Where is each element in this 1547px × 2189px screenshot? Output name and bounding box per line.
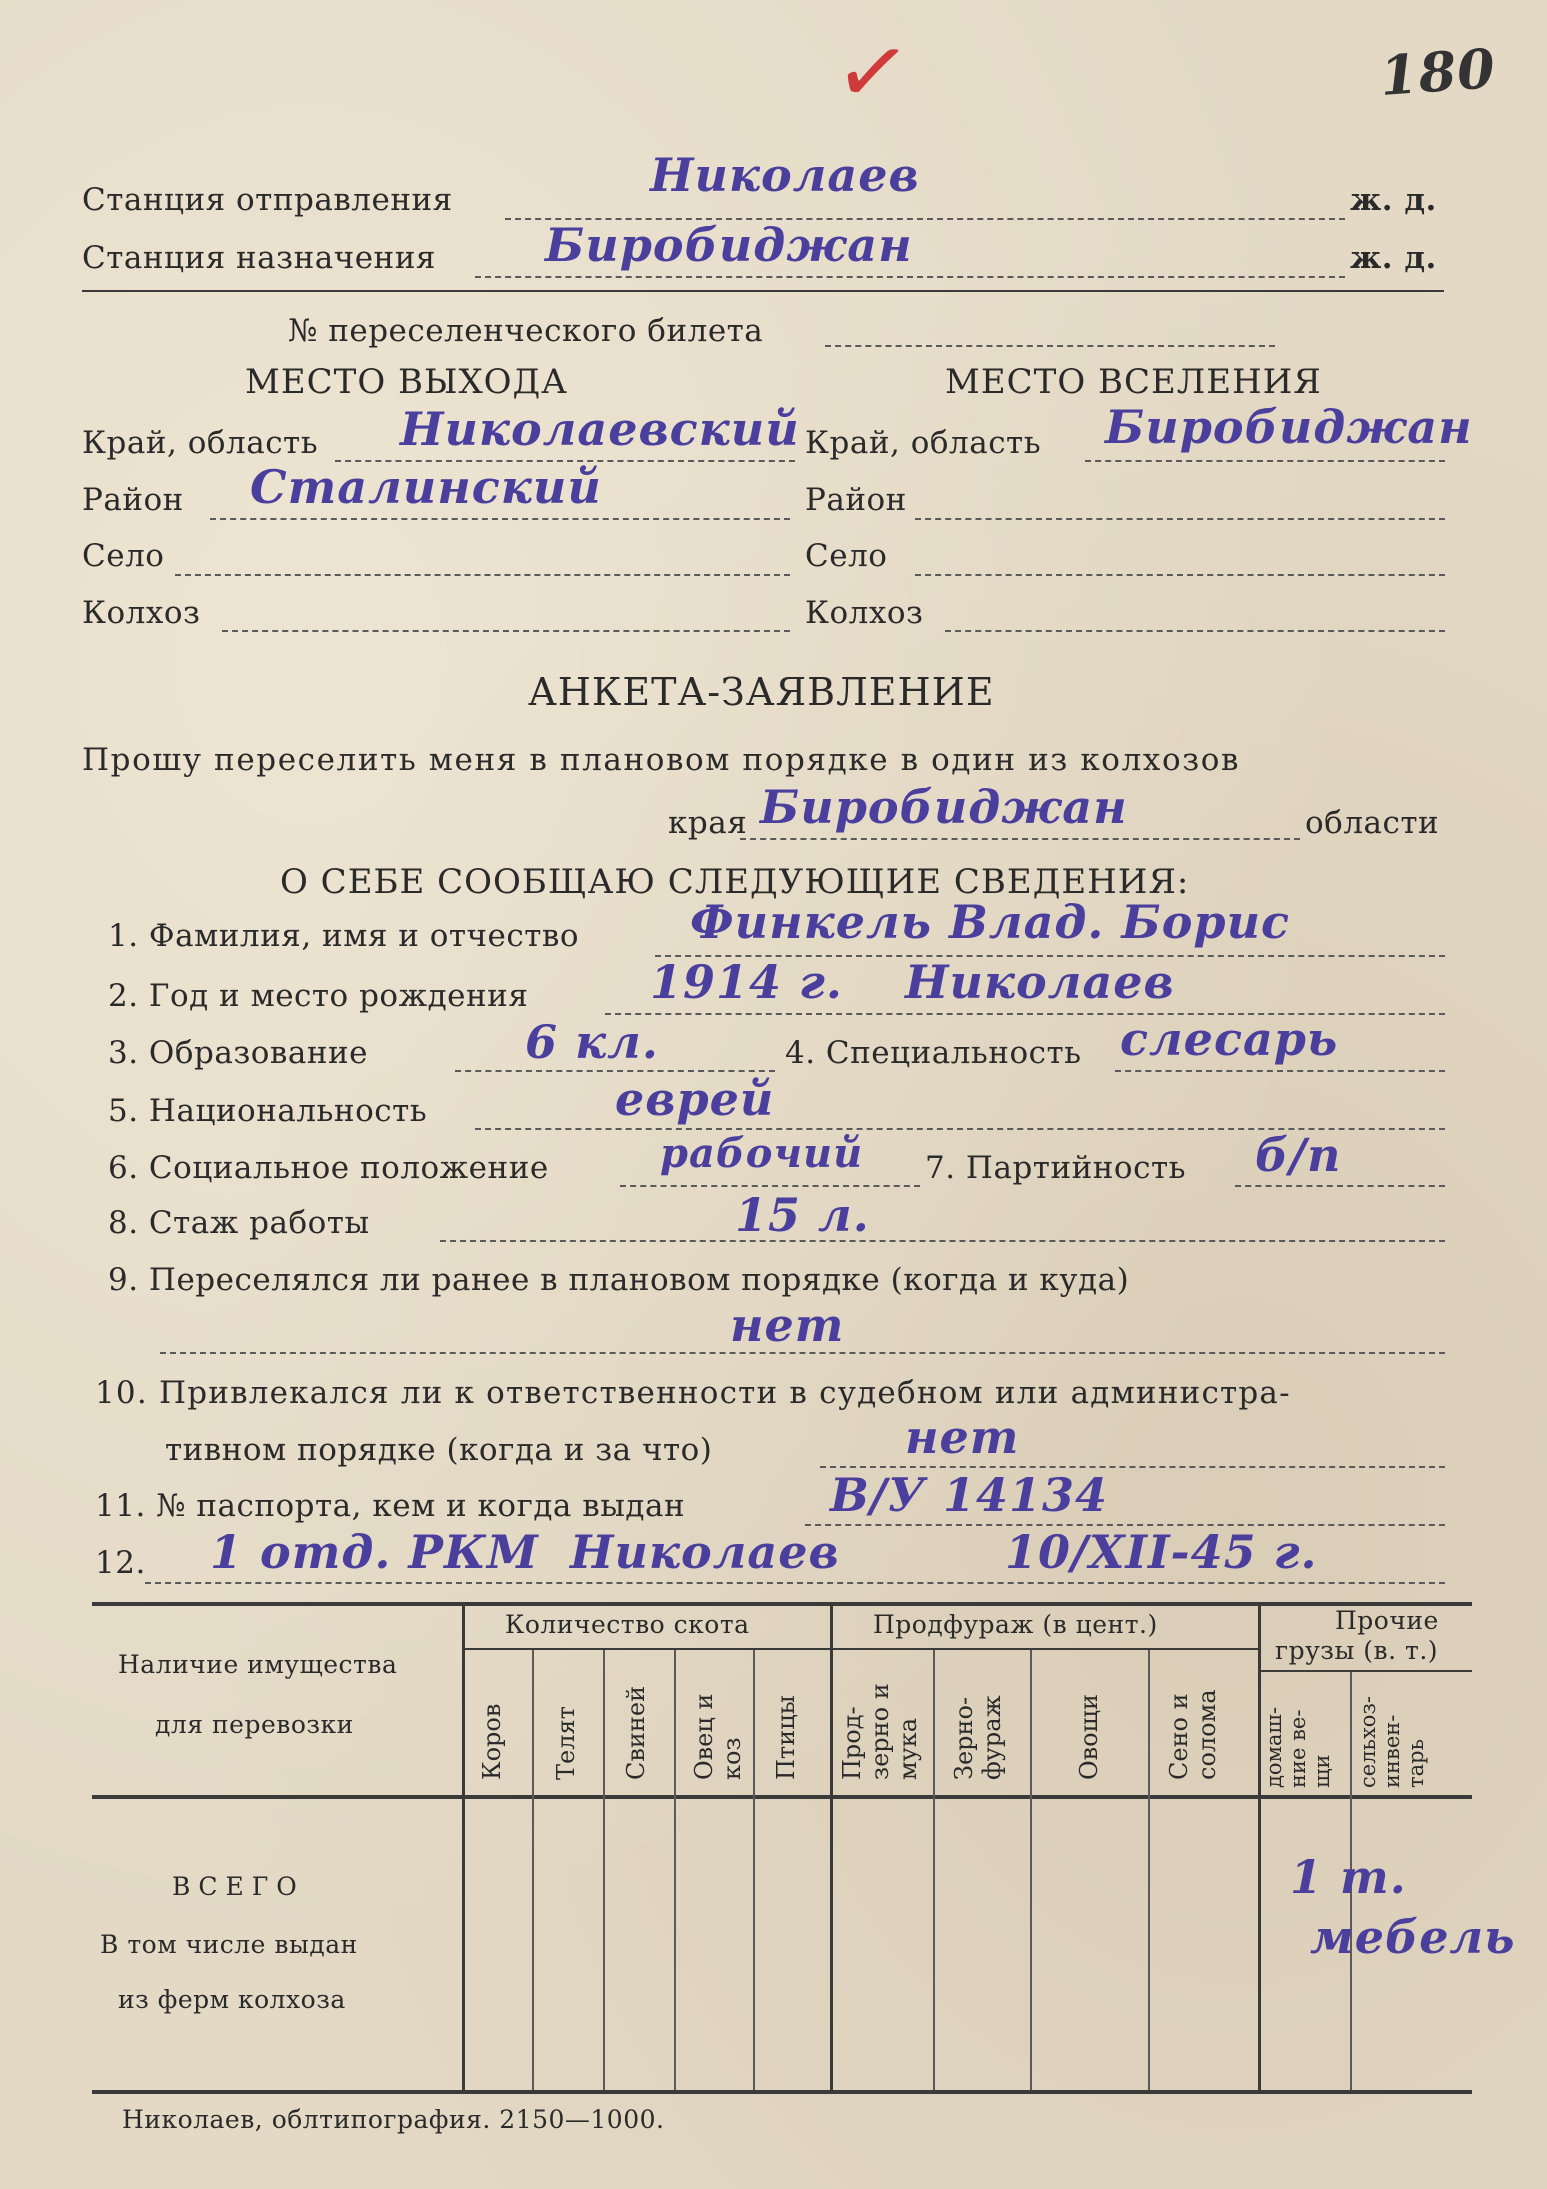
origin-village-label: Село [82,538,165,574]
form-title: АНКЕТА-ЗАЯВЛЕНИЕ [528,670,995,714]
field-3-value: 6 кл. [525,1015,659,1069]
col-divider [1148,1650,1150,2090]
field-12-line [145,1582,1445,1584]
about-title: О СЕБЕ СООБЩАЮ СЛЕДУЮЩИЕ СВЕДЕНИЯ: [280,862,1190,902]
field-12-label: 12. [95,1545,146,1581]
other-value-2: мебель [1310,1910,1516,1964]
row-header-1: Наличие имущества [118,1650,398,1679]
group-livestock: Количество скота [505,1610,750,1639]
col-divider-fodder [830,1605,833,2090]
field-7-label: 7. Партийность [925,1150,1186,1186]
field-2-label: 2. Год и место рождения [108,978,529,1014]
origin-region-value: Николаевский [400,402,800,456]
col-header: Прод- зерно и мука [838,1683,922,1780]
col-header: Птицы [772,1695,800,1780]
origin-district-label: Район [82,482,184,518]
oblast-label: области [1305,805,1440,841]
field-7-value: б/п [1255,1128,1342,1182]
group-underline-other [1258,1670,1472,1672]
origin-kolkhoz-label: Колхоз [82,595,201,631]
field-10-label-2: тивном порядке (когда и за что) [165,1432,713,1468]
printer-footer: Николаев, облтипография. 2150—1000. [122,2105,665,2134]
col-header: Сено и солома [1165,1689,1221,1780]
field-8-line [440,1240,1445,1242]
origin-title: МЕСТО ВЫХОДА [245,362,568,402]
field-8-label: 8. Стаж работы [108,1205,370,1241]
ticket-line [825,345,1275,347]
issued-label-2: из ферм колхоза [118,1985,346,2014]
col-divider [603,1650,605,2090]
group-other-2: грузы (в. т.) [1275,1636,1439,1665]
destination-district-line [915,518,1445,520]
station-to-line [475,276,1345,278]
col-header: домаш- ние ве- щи [1262,1706,1334,1788]
group-underline-livestock [462,1648,830,1650]
field-3-label: 3. Образование [108,1035,369,1071]
destination-kolkhoz-line [945,630,1445,632]
field-12-value-2: Николаев [570,1525,840,1579]
station-to-suffix: ж. д. [1350,240,1437,276]
kray-label: края [668,805,748,841]
station-from-label: Станция отправления [82,182,453,218]
field-6-label: 6. Социальное положение [108,1150,549,1186]
col-divider [532,1650,534,2090]
col-header: Овощи [1075,1694,1103,1780]
col-divider-other [1258,1605,1261,2090]
origin-district-line [210,518,790,520]
table-header-bottom [92,1795,1472,1799]
origin-village-line [175,574,790,576]
field-11-label: 11. № паспорта, кем и когда выдан [95,1488,686,1524]
field-6-value: рабочий [660,1130,864,1177]
corner-number: 180 [1377,36,1498,108]
field-4-label: 4. Специальность [785,1035,1082,1071]
col-divider [674,1650,676,2090]
field-5-value: еврей [615,1072,775,1126]
row-header-2: для перевозки [155,1710,354,1739]
field-10-label-1: 10. Привлекался ли к ответственности в судебном или администра- [95,1375,1291,1411]
col-header: Свиней [622,1685,650,1780]
col-header: Коров [478,1703,506,1780]
field-8-value: 15 л. [735,1188,870,1242]
field-12-value-3: 10/XII-45 г. [1005,1525,1318,1579]
field-1-value: Финкель Влад. Борис [690,895,1291,949]
origin-district-value: Сталинский [250,460,602,514]
total-label: ВСЕГО [172,1872,305,1901]
destination-region-line [1085,460,1445,462]
col-header: Зерно- фураж [950,1695,1006,1780]
station-from-suffix: ж. д. [1350,182,1437,218]
destination-village-line [915,574,1445,576]
origin-region-label: Край, область [82,425,319,461]
field-10-value: нет [905,1410,1020,1464]
destination-title: МЕСТО ВСЕЛЕНИЯ [945,362,1322,402]
col-divider [753,1650,755,2090]
field-4-value: слесарь [1120,1012,1339,1066]
table-bottom-border [92,2090,1472,2094]
station-from-value: Николаев [650,148,920,202]
field-9-value: нет [730,1298,845,1352]
destination-kolkhoz-label: Колхоз [805,595,924,631]
destination-village-label: Село [805,538,888,574]
kray-value: Биробиджан [760,780,1128,834]
destination-region-label: Край, область [805,425,1042,461]
group-fodder: Продфураж (в цент.) [873,1610,1158,1639]
station-to-value: Биробиджан [545,218,913,272]
destination-region-value: Биробиджан [1105,400,1473,454]
col-divider [933,1650,935,2090]
field-7-line [1235,1185,1445,1187]
col-header: Овец и коз [690,1693,746,1780]
destination-district-label: Район [805,482,907,518]
table-top-border [92,1602,1472,1606]
request-text: Прошу переселить меня в плановом порядке в один из колхозов [82,742,1241,778]
field-9-label: 9. Переселялся ли ранее в плановом порядке (когда и куда) [108,1262,1130,1298]
origin-kolkhoz-line [222,630,790,632]
station-to-label: Станция назначения [82,240,436,276]
check-mark-icon: ✓ [828,15,918,130]
field-5-label: 5. Национальность [108,1093,428,1129]
field-1-label: 1. Фамилия, имя и отчество [108,918,580,954]
col-divider-main [462,1605,465,2090]
field-4-line [1115,1070,1445,1072]
col-header: сельхоз- инвен- тарь [1356,1696,1428,1788]
issued-label-1: В том числе выдан [100,1930,358,1959]
field-11-value: В/У 14134 [830,1468,1109,1522]
field-6-line [620,1185,920,1187]
field-2-year: 1914 г. [650,955,843,1009]
col-header: Телят [552,1706,580,1780]
field-9-line [160,1352,1445,1354]
header-divider [82,290,1444,292]
group-other-1: Прочие [1335,1606,1439,1635]
ticket-label: № переселенческого билета [288,313,764,349]
field-2-place: Николаев [905,955,1175,1009]
field-12-value-1: 1 отд. РКМ [210,1525,539,1579]
kray-line [740,838,1300,840]
col-divider [1030,1650,1032,2090]
other-value-1: 1 т. [1290,1850,1407,1904]
